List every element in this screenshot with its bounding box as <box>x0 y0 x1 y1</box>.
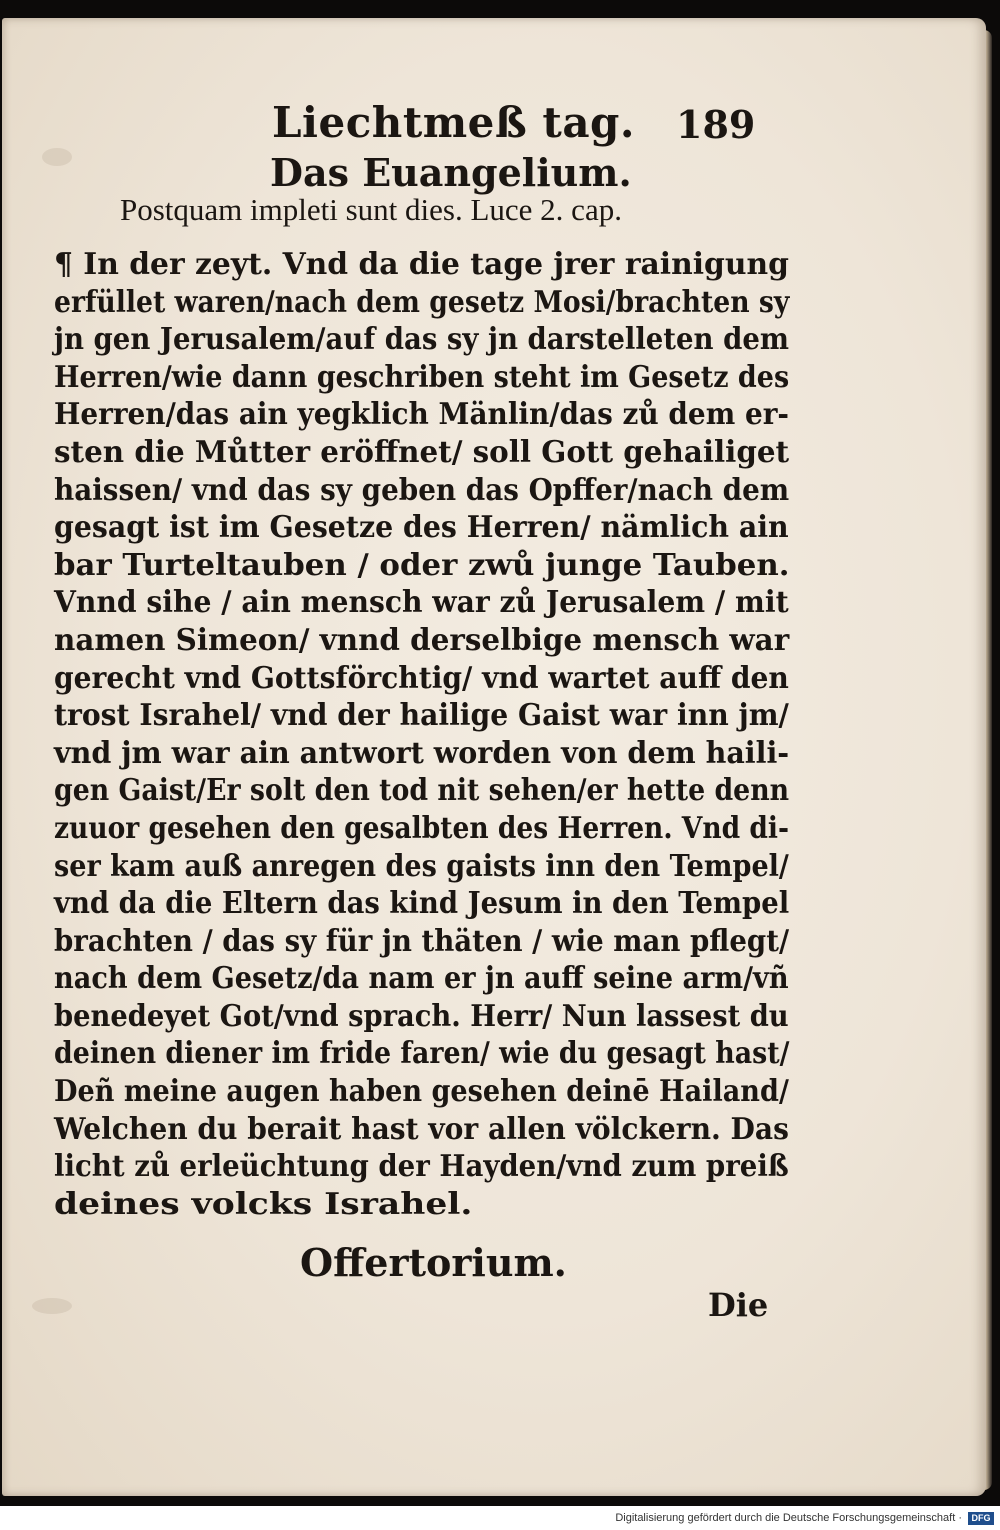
text-line: benedeyet Got/vnd sprach. Herr/ Nun lassest du <box>54 998 789 1034</box>
text-line: Welchen du berait hast vor allen völckern. Das <box>54 1111 789 1147</box>
text-line: bar Turteltauben / oder zwů junge Tauben. <box>54 547 790 583</box>
text-line: nach dem Gesetz/da nam er jn auff seine arm/vñ <box>54 961 789 997</box>
text-line: namen Simeon/ vnnd derselbige mensch war <box>54 622 790 658</box>
page-number: 189 <box>676 102 756 147</box>
text-line: brachten / das sy für jn thäten / wie man pflegt/ <box>54 923 790 959</box>
text-line: ser kam auß anregen des gaists inn den Tempel/ <box>54 848 789 884</box>
gospel-text <box>54 246 789 1223</box>
text-line: haissen/ vnd das sy geben das Opffer/nach dem <box>54 472 790 508</box>
next-section-heading: Offertorium. <box>300 1240 567 1285</box>
ink-smudge <box>42 148 72 166</box>
text-line: deinen diener im fride faren/ wie du gesagt hast/ <box>54 1036 790 1072</box>
text-line: zuuor gesehen den gesalbten des Herren. Vnd di- <box>54 810 789 846</box>
text-line: gen Gaist/Er solt den tod nit sehen/er hette denn <box>54 773 790 809</box>
text-line: ¶ In der zeyt. Vnd da die tage jrer rainigung <box>54 247 789 282</box>
credit-text: Digitalisierung gefördert durch die Deutsche Forschungsgemeinschaft · <box>615 1512 962 1524</box>
text-line: Herren/das ain yegklich Mänlin/das zů dem er- <box>54 397 789 433</box>
text-line: gesagt ist im Gesetze des Herren/ nämlich ain <box>54 510 789 546</box>
text-line: erfüllet waren/nach dem gesetz Mosi/brachten sy <box>54 284 790 320</box>
text-line: vnd da die Eltern das kind Jesum in den Tempel <box>54 886 790 922</box>
section-heading: Das Euangelium. <box>270 150 632 195</box>
text-line: jn gen Jerusalem/auf das sy jn darstelleten dem <box>54 322 790 358</box>
digitization-credit-bar <box>0 1506 1000 1530</box>
text-line: vnd jm war ain antwort worden von dem haili- <box>54 735 790 771</box>
dfg-logo: DFG <box>968 1512 994 1525</box>
text-line: Deñ meine augen haben gesehen deinē Hailand/ <box>54 1074 789 1110</box>
text-line: trost Israhel/ vnd der hailige Gaist war inn jm/ <box>54 698 789 734</box>
text-line: sten die Můtter eröffnet/ soll Gott gehailiget <box>54 434 790 470</box>
catchword: Die <box>708 1286 769 1324</box>
text-line: Vnnd sihe / ain mensch war zů Jerusalem / mit <box>54 585 789 621</box>
scripture-citation: Postquam impleti sunt dies. Luce 2. cap. <box>120 192 622 227</box>
text-line: gerecht vnd Gottsförchtig/ vnd wartet auff den <box>54 660 789 696</box>
text-line: licht zů erleüchtung der Hayden/vnd zum preiß <box>54 1149 789 1185</box>
text-line: Herren/wie dann geschriben steht im Gesetz des <box>54 359 790 395</box>
running-title: Liechtmeß tag. <box>272 98 636 147</box>
ink-smudge <box>32 1298 72 1314</box>
text-line: deines volcks Israhel. <box>54 1186 473 1222</box>
